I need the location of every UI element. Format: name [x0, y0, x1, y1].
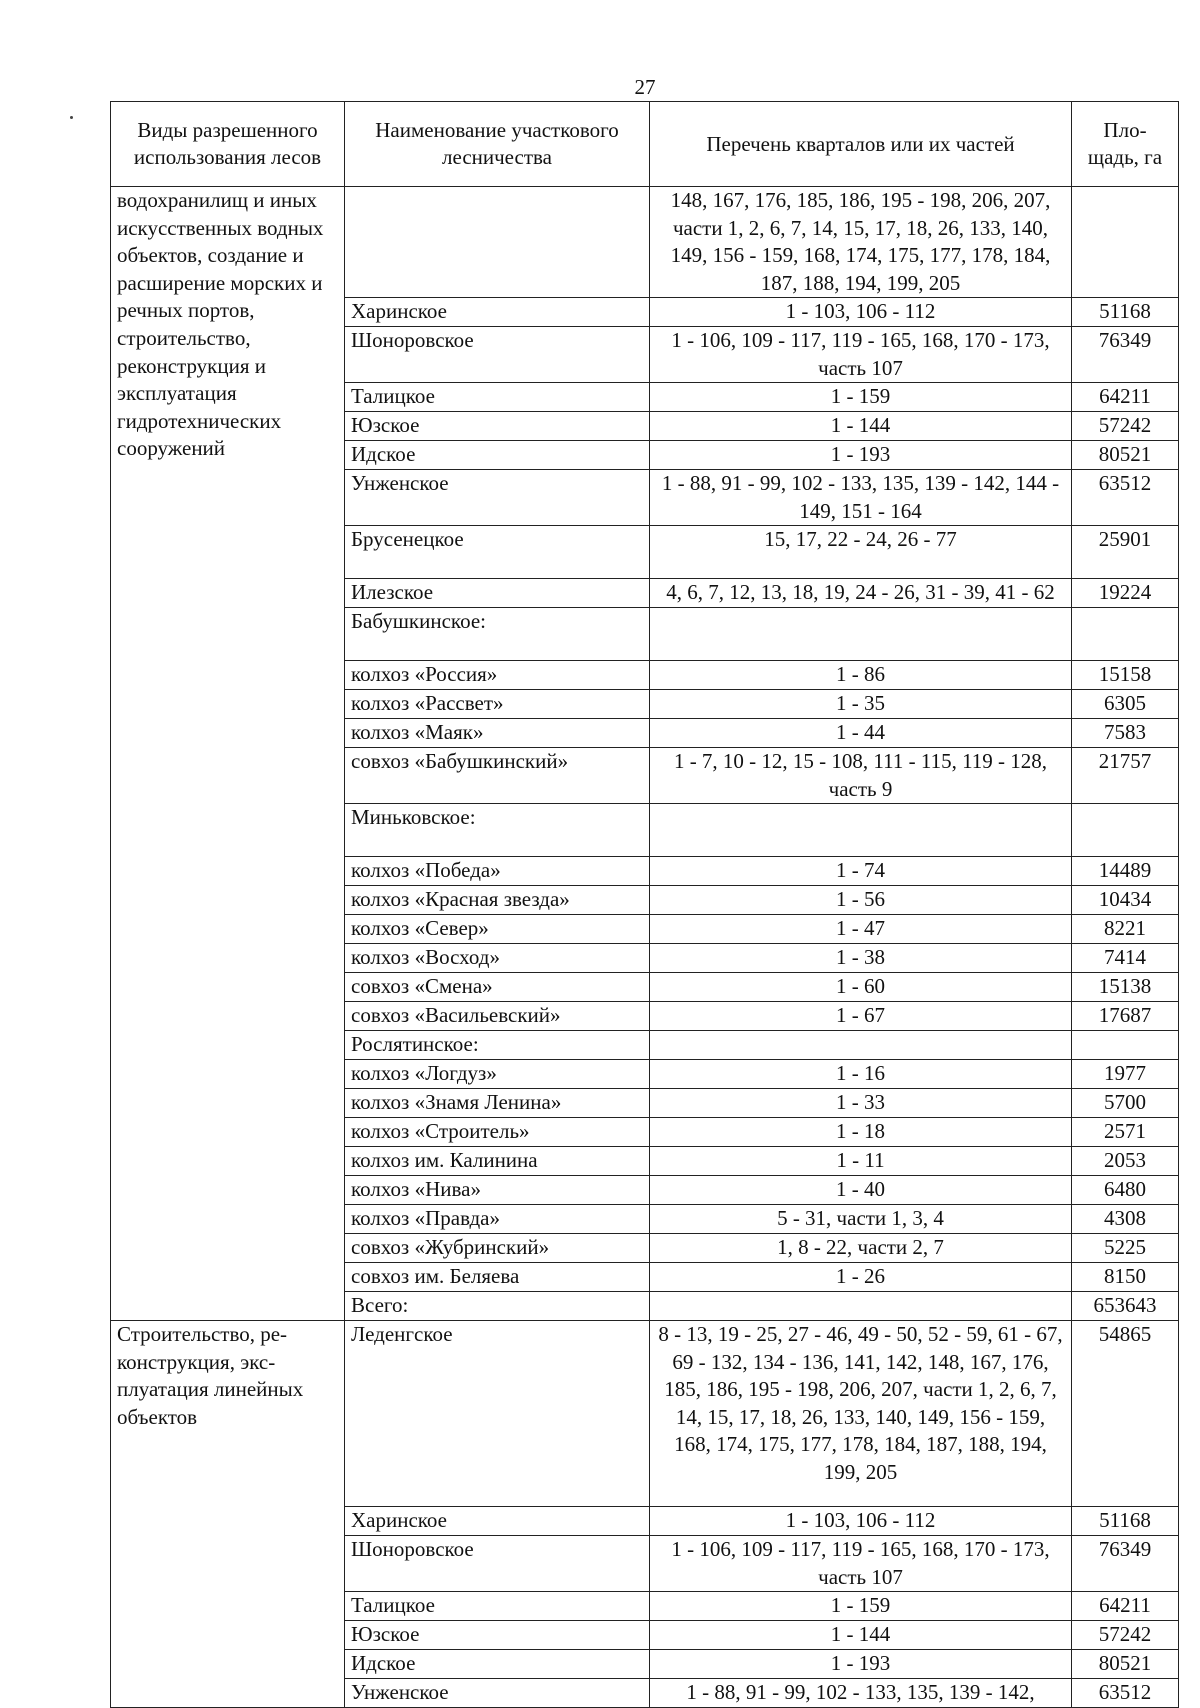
quarters-cell: 1 - 106, 109 - 117, 119 - 165, 168, 170 - 173, часть 107	[650, 1536, 1072, 1592]
area-cell: 64211	[1072, 1592, 1179, 1621]
forestry-name-cell: Юзское	[345, 412, 650, 441]
quarters-cell: 1 - 193	[650, 441, 1072, 470]
area-cell: 15158	[1072, 661, 1179, 690]
forestry-name-cell: Шоноровское	[345, 327, 650, 383]
forestry-name-cell	[345, 187, 650, 298]
area-cell: 63512	[1072, 470, 1179, 526]
quarters-cell: 1 - 86	[650, 661, 1072, 690]
forestry-name-cell: Харинское	[345, 1507, 650, 1536]
area-cell: 57242	[1072, 412, 1179, 441]
area-cell: 51168	[1072, 1507, 1179, 1536]
area-cell: 6480	[1072, 1176, 1179, 1205]
quarters-cell: 1 - 47	[650, 915, 1072, 944]
quarters-cell: 1 - 88, 91 - 99, 102 - 133, 135, 139 - 142, 144 - 149, 151 - 164	[650, 470, 1072, 526]
area-cell: 5700	[1072, 1089, 1179, 1118]
header-use: Виды разрешенного использования лесов	[111, 102, 345, 187]
forest-use-table	[110, 101, 1179, 1708]
forestry-name-cell: совхоз им. Беляева	[345, 1263, 650, 1292]
quarters-cell: 1, 8 - 22, части 2, 7	[650, 1234, 1072, 1263]
forestry-name-cell: колхоз «Строитель»	[345, 1118, 650, 1147]
quarters-cell: 8 - 13, 19 - 25, 27 - 46, 49 - 50, 52 - 59, 61 - 67, 69 - 132, 134 - 136, 141, 142, 148, 167, 176, 185, 186, 195 - 198, 206, 207, части 1, 2, 6, 7, 14, 15, 17, 18, 26, 133, 140, 149, 156 - 159, 168, 174, 175, 177, 178, 184, 187, 188, 194, 199, 205	[650, 1321, 1072, 1507]
area-cell: 10434	[1072, 886, 1179, 915]
forestry-name-cell: Идское	[345, 1650, 650, 1679]
area-cell	[1072, 804, 1179, 857]
area-cell: 2571	[1072, 1118, 1179, 1147]
forestry-name-cell: колхоз «Восход»	[345, 944, 650, 973]
quarters-cell: 1 - 67	[650, 1002, 1072, 1031]
header-quarters: Перечень кварталов или их частей	[650, 102, 1072, 187]
area-cell: 5225	[1072, 1234, 1179, 1263]
quarters-cell: 1 - 16	[650, 1060, 1072, 1089]
quarters-cell: 1 - 60	[650, 973, 1072, 1002]
forestry-name-cell: Юзское	[345, 1621, 650, 1650]
forestry-name-cell: Шоноровское	[345, 1536, 650, 1592]
quarters-cell: 1 - 159	[650, 383, 1072, 412]
forestry-name-cell: колхоз «Маяк»	[345, 719, 650, 748]
area-cell: 15138	[1072, 973, 1179, 1002]
area-cell: 54865	[1072, 1321, 1179, 1507]
quarters-cell: 1 - 44	[650, 719, 1072, 748]
forestry-name-cell: Идское	[345, 441, 650, 470]
area-cell: 19224	[1072, 579, 1179, 608]
quarters-cell: 1 - 88, 91 - 99, 102 - 133, 135, 139 - 142,	[650, 1679, 1072, 1708]
quarters-cell: 1 - 144	[650, 412, 1072, 441]
area-cell: 4308	[1072, 1205, 1179, 1234]
block-hydro-structures	[111, 187, 1179, 1321]
table-row	[111, 187, 1179, 298]
area-cell: 653643	[1072, 1292, 1179, 1321]
area-cell	[1072, 187, 1179, 298]
quarters-cell: 1 - 103, 106 - 112	[650, 1507, 1072, 1536]
header-forestry: Наименование участкового лесничества	[345, 102, 650, 187]
forestry-name-cell: Рослятинское:	[345, 1031, 650, 1060]
area-cell: 7583	[1072, 719, 1179, 748]
area-cell: 17687	[1072, 1002, 1179, 1031]
area-cell: 7414	[1072, 944, 1179, 973]
quarters-cell: 1 - 159	[650, 1592, 1072, 1621]
forestry-name-cell: колхоз им. Калинина	[345, 1147, 650, 1176]
table-row	[111, 1321, 1179, 1507]
quarters-cell: 5 - 31, части 1, 3, 4	[650, 1205, 1072, 1234]
area-cell: 1977	[1072, 1060, 1179, 1089]
area-cell: 80521	[1072, 1650, 1179, 1679]
quarters-cell: 1 - 56	[650, 886, 1072, 915]
area-cell: 25901	[1072, 526, 1179, 579]
quarters-cell: 1 - 144	[650, 1621, 1072, 1650]
quarters-cell: 15, 17, 22 - 24, 26 - 77	[650, 526, 1072, 579]
quarters-cell: 1 - 11	[650, 1147, 1072, 1176]
quarters-cell	[650, 804, 1072, 857]
area-cell: 14489	[1072, 857, 1179, 886]
quarters-cell: 1 - 40	[650, 1176, 1072, 1205]
area-cell: 2053	[1072, 1147, 1179, 1176]
quarters-cell	[650, 1292, 1072, 1321]
quarters-cell	[650, 1031, 1072, 1060]
quarters-cell: 1 - 74	[650, 857, 1072, 886]
forestry-name-cell: колхоз «Север»	[345, 915, 650, 944]
forestry-name-cell: Унженское	[345, 470, 650, 526]
area-cell	[1072, 1031, 1179, 1060]
area-cell: 8221	[1072, 915, 1179, 944]
quarters-cell: 1 - 106, 109 - 117, 119 - 165, 168, 170 - 173, часть 107	[650, 327, 1072, 383]
quarters-cell: 1 - 26	[650, 1263, 1072, 1292]
quarters-cell: 148, 167, 176, 185, 186, 195 - 198, 206, 207, части 1, 2, 6, 7, 14, 15, 17, 18, 26, 133, 140, 149, 156 - 159, 168, 174, 175, 177, 178, 184, 187, 188, 194, 199, 205	[650, 187, 1072, 298]
area-cell: 63512	[1072, 1679, 1179, 1708]
area-cell: 21757	[1072, 748, 1179, 804]
header-area: Пло-щадь, га	[1072, 102, 1179, 187]
area-cell: 8150	[1072, 1263, 1179, 1292]
area-cell: 51168	[1072, 298, 1179, 327]
forestry-name-cell: колхоз «Рассвет»	[345, 690, 650, 719]
table-header-row	[111, 102, 1179, 187]
forestry-name-cell: Талицкое	[345, 383, 650, 412]
forestry-name-cell: Илезское	[345, 579, 650, 608]
forestry-name-cell: колхоз «Победа»	[345, 857, 650, 886]
forestry-name-cell: совхоз «Бабушкинский»	[345, 748, 650, 804]
quarters-cell: 1 - 35	[650, 690, 1072, 719]
quarters-cell: 1 - 38	[650, 944, 1072, 973]
forestry-name-cell: Брусенецкое	[345, 526, 650, 579]
block-linear-objects	[111, 1321, 1179, 1708]
forestry-name-cell: Унженское	[345, 1679, 650, 1708]
forestry-name-cell: колхоз «Правда»	[345, 1205, 650, 1234]
quarters-cell: 1 - 33	[650, 1089, 1072, 1118]
forestry-name-cell: Бабушкинское:	[345, 608, 650, 661]
quarters-cell: 4, 6, 7, 12, 13, 18, 19, 24 - 26, 31 - 39, 41 - 62	[650, 579, 1072, 608]
area-cell: 57242	[1072, 1621, 1179, 1650]
forestry-name-cell: колхоз «Нива»	[345, 1176, 650, 1205]
forestry-name-cell: Талицкое	[345, 1592, 650, 1621]
quarters-cell	[650, 608, 1072, 661]
area-cell: 76349	[1072, 1536, 1179, 1592]
quarters-cell: 1 - 7, 10 - 12, 15 - 108, 111 - 115, 119 - 128, часть 9	[650, 748, 1072, 804]
forestry-name-cell: колхоз «Логдуз»	[345, 1060, 650, 1089]
forestry-name-cell: Харинское	[345, 298, 650, 327]
forestry-name-cell: совхоз «Васильевский»	[345, 1002, 650, 1031]
area-cell: 80521	[1072, 441, 1179, 470]
forestry-name-cell: колхоз «Красная звезда»	[345, 886, 650, 915]
forestry-name-cell: Леденгское	[345, 1321, 650, 1507]
area-cell: 6305	[1072, 690, 1179, 719]
quarters-cell: 1 - 193	[650, 1650, 1072, 1679]
forestry-name-cell: Всего:	[345, 1292, 650, 1321]
area-cell: 76349	[1072, 327, 1179, 383]
area-cell	[1072, 608, 1179, 661]
forestry-name-cell: колхоз «Знамя Ленина»	[345, 1089, 650, 1118]
quarters-cell: 1 - 103, 106 - 112	[650, 298, 1072, 327]
area-cell: 64211	[1072, 383, 1179, 412]
forestry-name-cell: совхоз «Смена»	[345, 973, 650, 1002]
quarters-cell: 1 - 18	[650, 1118, 1072, 1147]
use-type-cell: водохранилищ и иных искусственных водных объектов, создание и расширение морских и речных портов, строительство, реконструкция и эксплуатация гидротехнических сооружений	[111, 187, 345, 1321]
forestry-name-cell: Миньковское:	[345, 804, 650, 857]
scan-speck	[70, 116, 73, 119]
use-type-cell: Строительство, ре-конструкция, экс-плуатация линейных объектов	[111, 1321, 345, 1708]
page-number: 27	[634, 75, 656, 99]
forestry-name-cell: совхоз «Жубринский»	[345, 1234, 650, 1263]
forestry-name-cell: колхоз «Россия»	[345, 661, 650, 690]
